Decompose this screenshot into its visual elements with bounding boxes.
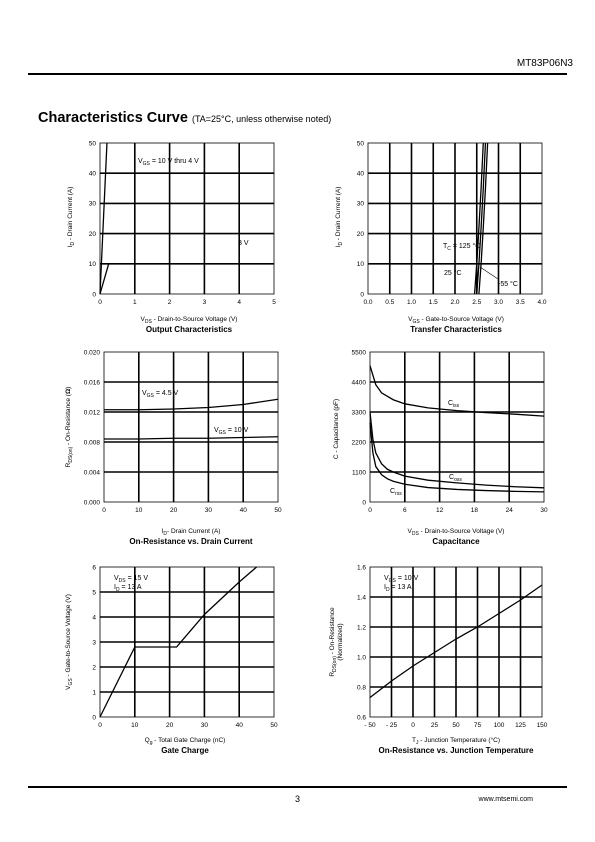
- y-axis-label: $V_{GS}$ - Gate-to-Source Voltage (V): [65, 594, 74, 690]
- x-tick-label: 40: [235, 722, 243, 729]
- chart-series: [100, 143, 274, 294]
- plot-frame: [100, 143, 274, 294]
- y-tick-label: 2: [92, 664, 96, 672]
- tick-labels: [89, 140, 276, 306]
- x-tick-label: 4.0: [537, 299, 547, 306]
- y-tick-label: 0.008: [83, 439, 100, 447]
- website-url: www.mtsemi.com: [478, 796, 533, 803]
- chart-grid: [100, 143, 274, 294]
- y-tick-label: 0: [360, 291, 364, 299]
- y-tick-label: 1.4: [356, 594, 366, 602]
- annotation-id: $I_D = 13$ A: [114, 584, 142, 593]
- y-tick-label: 0: [92, 714, 96, 722]
- x-tick-label: 6: [402, 507, 407, 514]
- chart-title: Output Characteristics: [145, 325, 233, 334]
- part-number: MT83P06N3: [516, 58, 573, 69]
- chart-title: On-Resistance vs. Junction Temperature: [378, 746, 534, 755]
- y-tick-label: 0.016: [83, 379, 100, 387]
- y-axis-label: $I_D$ - Drain Current (A): [335, 186, 344, 248]
- x-tick-label: 20: [165, 722, 174, 729]
- y-tick-label: 5: [92, 589, 96, 597]
- x-tick-label: 125: [515, 722, 526, 729]
- annotation-3v: 3 V: [238, 240, 249, 247]
- x-tick-label: 30: [200, 722, 209, 729]
- plot-frame: [104, 352, 278, 502]
- x-tick-label: 0: [102, 507, 106, 514]
- chart-title: On-Resistance vs. Drain Current: [129, 537, 253, 546]
- x-axis-label: $I_D-$ Drain Current (A): [161, 528, 221, 537]
- x-tick-label: 10: [135, 507, 143, 514]
- y-tick-label: 4: [92, 614, 96, 622]
- y-tick-label: 20: [88, 230, 96, 238]
- annotation-crss: $C_{rss}$: [390, 488, 402, 497]
- x-tick-label: 2.0: [450, 299, 460, 306]
- y-tick-label: 40: [356, 170, 364, 178]
- y-tick-label: 1.6: [356, 564, 366, 572]
- y-axis-label: $R_{DS(on)}$ - On-Resistance (Ω): [65, 386, 74, 468]
- annotation-vgs-range: $V_{GS} = 10$ V thru 4 V: [138, 158, 199, 167]
- x-tick-label: 4: [237, 299, 242, 306]
- capacitance-chart: [328, 345, 558, 550]
- y-tick-label: 1100: [352, 469, 366, 477]
- x-tick-label: 20: [169, 507, 178, 514]
- x-tick-label: 50: [274, 507, 282, 514]
- y-tick-label: 0.000: [83, 499, 100, 507]
- on-resistance-vs-temperature-chart: [328, 560, 558, 760]
- series-line: [104, 437, 278, 439]
- y-tick-label: 3300: [351, 409, 366, 417]
- on-resistance-vs-drain-current-chart: [60, 345, 290, 550]
- annotation-vds: $V_{DS} = 15$ V: [114, 575, 149, 584]
- y-tick-label: 0.8: [356, 684, 366, 692]
- x-tick-label: 24: [505, 507, 513, 514]
- x-tick-label: 50: [452, 722, 460, 729]
- section-conditions: (TA=25°C, unless otherwise noted): [191, 114, 332, 124]
- y-tick-label: 0.004: [83, 469, 100, 477]
- x-tick-label: 75: [473, 722, 482, 729]
- y-tick-label: 1.0: [356, 654, 366, 662]
- x-tick-label: 1.0: [406, 299, 417, 306]
- y-tick-label: 2200: [351, 439, 366, 447]
- y-tick-label: 10: [356, 261, 364, 269]
- chart-title: Capacitance: [432, 537, 480, 546]
- annotation-vgs: $V_{GS} = 10$ V: [384, 575, 419, 584]
- y-axis-label: $I_D$ - Drain Current (A): [67, 186, 76, 248]
- annotation-coss: $C_{oss}$: [449, 474, 462, 483]
- x-tick-label: 0.0: [363, 299, 373, 306]
- chart-title: Gate Charge: [161, 746, 209, 755]
- y-tick-label: 10: [88, 261, 96, 269]
- y-tick-label: 0.012: [83, 409, 100, 417]
- chart-grid: [104, 352, 278, 502]
- gate-charge-chart: [60, 560, 290, 760]
- annotation-leader: [480, 267, 498, 279]
- y-tick-label: 4400: [351, 379, 366, 387]
- section-title-text: Characteristics Curve: [38, 110, 188, 126]
- x-tick-label: 0.5: [385, 299, 395, 306]
- x-tick-label: 12: [435, 507, 444, 514]
- x-tick-label: 2.5: [472, 299, 482, 306]
- x-tick-label: 3: [202, 299, 207, 306]
- y-axis-label: C - Capacitance (pF): [333, 398, 340, 460]
- y-tick-label: 6: [92, 564, 96, 572]
- x-tick-label: 5: [272, 299, 276, 306]
- y-tick-label: 1: [92, 689, 96, 697]
- x-tick-label: 25: [430, 722, 439, 729]
- x-tick-label: 150: [536, 722, 548, 729]
- x-tick-label: 1: [132, 299, 137, 306]
- x-tick-label: 50: [270, 722, 278, 729]
- y-axis-label-normalized: (Normalized): [337, 623, 344, 661]
- y-tick-label: 40: [88, 170, 96, 178]
- x-tick-label: 100: [493, 722, 505, 729]
- x-axis-label: $Q_g$ - Total Gate Charge (nC): [144, 737, 226, 746]
- annotation-tc-125: $T_C = 125$ °C: [443, 243, 481, 252]
- annotation-id: $I_D = 13$ A: [384, 584, 412, 593]
- x-tick-label: - 50: [364, 722, 376, 729]
- y-tick-label: 0.6: [356, 714, 366, 722]
- x-tick-label: 0: [368, 507, 372, 514]
- annotation-vgs-10: $V_{GS} = 10$ V: [214, 427, 249, 436]
- output-characteristics-chart: [60, 135, 290, 340]
- x-tick-label: 3.5: [515, 299, 525, 306]
- annotation-ciss: $C_{iss}$: [448, 400, 460, 409]
- series-line: [100, 264, 274, 294]
- footer-rule: [28, 786, 567, 788]
- x-tick-label: 0: [98, 722, 102, 729]
- tick-labels: [84, 349, 282, 514]
- y-tick-label: 0: [92, 291, 96, 299]
- x-axis-label: $T_J$ - Junction Temperature (°C): [411, 737, 501, 746]
- x-tick-label: 1.5: [428, 299, 438, 306]
- y-tick-label: 0.020: [83, 349, 100, 357]
- x-tick-label: 3.0: [493, 299, 504, 306]
- header-rule: [28, 73, 567, 75]
- page-number: 3: [294, 794, 300, 804]
- annotation-vgs-4-5: $V_{GS} = 4.5$ V: [142, 390, 179, 399]
- annotation-25c: 25 °C: [444, 270, 462, 277]
- tick-labels: [357, 140, 547, 306]
- annotation-minus55c: -55 °C: [498, 281, 518, 288]
- y-tick-label: 5500: [351, 349, 366, 357]
- y-tick-label: 50: [356, 140, 364, 148]
- x-tick-label: 30: [540, 507, 548, 514]
- x-tick-label: 40: [239, 507, 247, 514]
- x-axis-label: $V_{GS}$ - Gate-to-Source Voltage (V): [408, 316, 504, 325]
- x-tick-label: 10: [131, 722, 139, 729]
- y-tick-label: 30: [88, 200, 96, 208]
- x-tick-label: 0: [411, 722, 415, 729]
- y-axis-label: $R_{DS(on)}$ - On-Resistance: [329, 607, 338, 677]
- transfer-characteristics-chart: [328, 135, 558, 340]
- x-tick-label: 30: [204, 507, 213, 514]
- y-tick-label: 1.2: [356, 624, 366, 632]
- y-tick-label: 20: [356, 230, 364, 238]
- chart-series: [370, 366, 544, 492]
- y-tick-label: 3: [92, 639, 96, 647]
- x-axis-label: $V_{DS}$ - Drain-to-Source Voltage (V): [140, 316, 238, 325]
- chart-series: [104, 399, 278, 439]
- chart-title: Transfer Characteristics: [410, 325, 502, 334]
- section-title: [38, 110, 331, 126]
- series-line: [104, 399, 278, 410]
- y-tick-label: 50: [88, 140, 96, 148]
- x-axis-label: $V_{DS}$ - Drain-to-Source Voltage (V): [407, 528, 505, 537]
- y-tick-label: 0: [362, 499, 366, 507]
- x-tick-label: 2: [167, 299, 172, 306]
- x-tick-label: 0: [98, 299, 102, 306]
- x-tick-label: 18: [470, 507, 479, 514]
- y-tick-label: 30: [356, 200, 364, 208]
- x-tick-label: - 25: [385, 722, 398, 729]
